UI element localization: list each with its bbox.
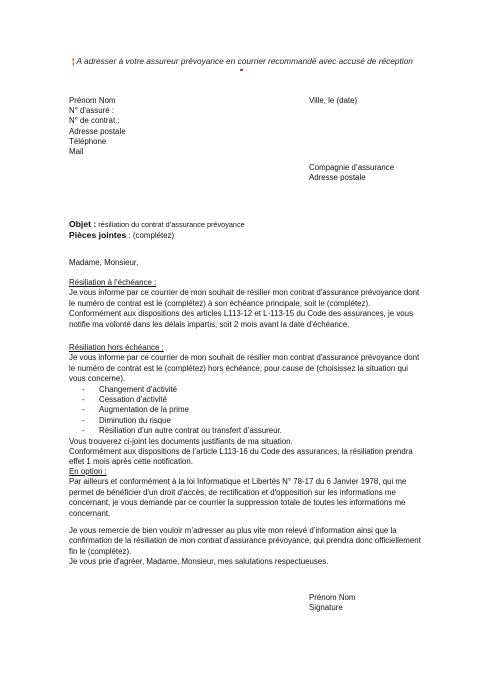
section-option-title: En option :	[69, 467, 107, 476]
place-date	[309, 96, 357, 106]
recipient-block	[309, 163, 394, 183]
section-echeance-title: Résiliation à l’échéance :	[69, 278, 157, 287]
section-option-p1: Par ailleurs et conformément à la loi Informatique et Libertés N° 78-17 du 6 Janvier 1978, qui me permet de bénéficier d'un droit d'accès, de rectification et d'opposition sur les informations me concernant, je vous demande par ce courrier la suppression totale de toutes les informations me concernant.	[69, 477, 407, 518]
section-hors-echeance-p1: Je vous informe par ce courrier de mon souhait de résilier mon contrat d'assurance prévoyance dont le numéro de contrat est le (complétez) hors échéance, pour cause de (choisissez la situation qui vous concerne).	[69, 353, 420, 384]
document-header	[0, 56, 485, 66]
sender-address: Adresse postale	[69, 126, 126, 136]
section-hors-echeance-p2: Vous trouverez ci-joint les documents justifiants de ma situation.	[69, 436, 293, 446]
closing-p2: Je vous prie d'agréer, Madame, Monsieur, mes salutations respectueuses.	[69, 557, 329, 567]
list-item: - Diminution du risque	[69, 416, 425, 426]
closing-p1: Je vous remercie de bien vouloir m’adresser au plus vite mon relevé d’information ainsi que la confirmation de la résiliation de mon contrat d'assurance prévoyance, qui prendra donc officiellement fin le (complétez).	[69, 526, 421, 556]
reason-list	[69, 385, 425, 437]
signature-label: Signature	[309, 603, 343, 613]
pointer-mark: ¦	[72, 56, 75, 66]
list-item: - Résiliation d’un autre contrat ou transfert d’assureur.	[69, 426, 425, 436]
section-echeance-p1: Je vous informe par ce courrier de mon souhait de résilier mon contrat d'assurance prévoyance dont le numéro de contrat est le (complétez) à son échéance principale, soit le (complétez).	[69, 288, 420, 308]
sender-mail: Mail	[69, 147, 84, 157]
salutation-text: Madame, Monsieur,	[69, 258, 139, 267]
header-marker	[240, 69, 243, 71]
section-option	[69, 467, 425, 519]
subject-line	[69, 219, 245, 230]
place-date-text: Ville, le (date)	[309, 96, 358, 105]
signature-block	[309, 593, 355, 613]
attachments-line	[69, 230, 245, 241]
subject-label: Objet :	[69, 219, 97, 229]
attachments-label: Pièces jointes	[69, 230, 127, 241]
sender-contract-number: N° de contrat :	[69, 116, 120, 126]
salutation	[69, 258, 425, 268]
sender-insured-number: N° d'assuré :	[69, 106, 115, 116]
attachments-value: : (complétez)	[126, 231, 175, 241]
section-echeance	[69, 278, 425, 330]
sender-phone: Téléphone	[69, 136, 107, 146]
section-hors-echeance-p3: Conformément aux dispositions de l’article L113-16 du Code des assurances, la résiliation prendra effet 1 mois après cette notification.	[69, 447, 413, 467]
closing-block	[69, 526, 425, 568]
recipient-company: Compagnie d’assurance	[309, 163, 395, 172]
recipient-address: Adresse postale	[309, 173, 366, 183]
section-echeance-p2: Conformément aux dispositions des articles L113-12 et L-113-15 du Code des assurances, je vous notifie ma volonté dans les délais impartis, soit 2 mois avant la date d’échéance.	[69, 309, 414, 329]
list-item: - Changement d’activité	[69, 385, 425, 395]
subject-value: résiliation du contrat d’assurance prévoyance	[96, 220, 245, 229]
signature-name: Prénom Nom	[309, 593, 356, 602]
sender-block	[69, 96, 126, 157]
header-text: A adresser à votre assureur prévoyance en courrier recommandé avec accusé de réception	[76, 56, 413, 66]
section-hors-echeance-title: Résiliation hors échéance :	[69, 343, 164, 352]
list-item: - Augmentation de la prime	[69, 405, 425, 415]
section-hors-echeance	[69, 343, 425, 468]
sender-name: Prénom Nom	[69, 96, 116, 105]
list-item: - Cessation d’activité	[69, 395, 425, 405]
subject-block	[69, 219, 245, 241]
